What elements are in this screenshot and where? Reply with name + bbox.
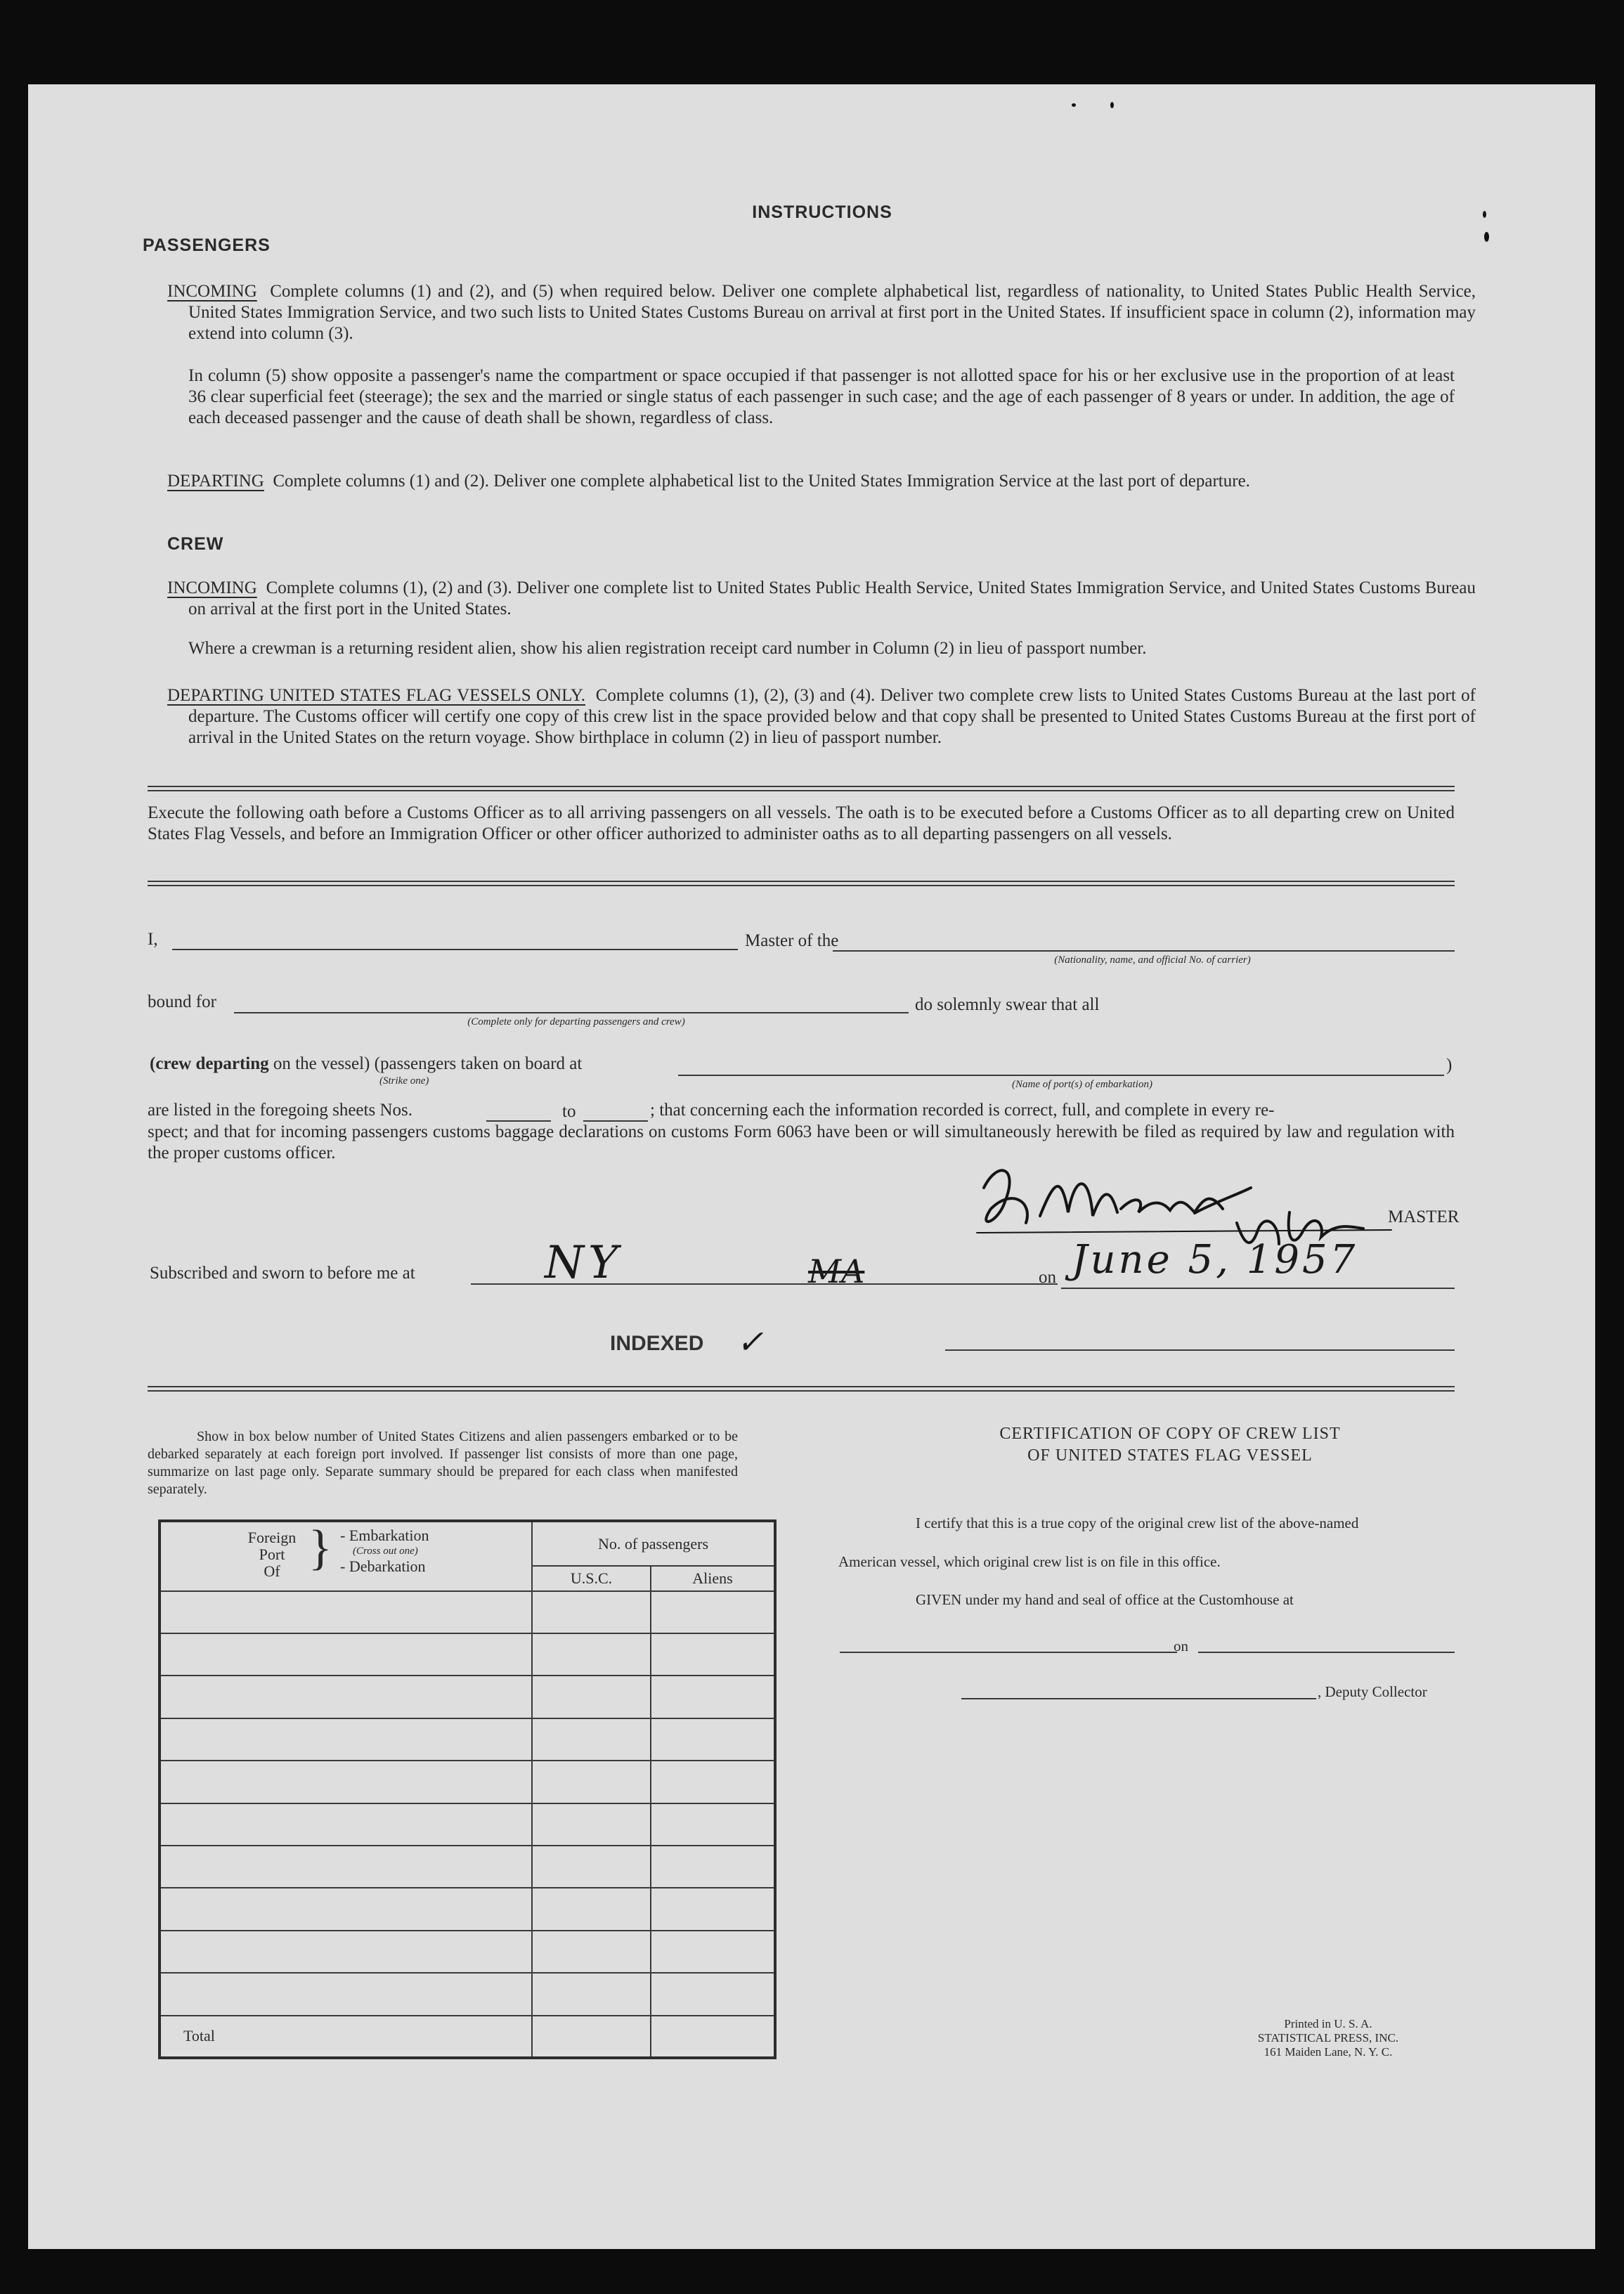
- certification-title-line1: CERTIFICATION OF COPY OF CREW LIST: [999, 1425, 1341, 1443]
- port-cell[interactable]: [160, 1846, 532, 1888]
- passengers-incoming-instruction: [167, 281, 1476, 344]
- crew-departing-label: DEPARTING UNITED STATES FLAG VESSELS ONLY.: [167, 686, 585, 705]
- port-cell[interactable]: [160, 1803, 532, 1846]
- aliens-cell[interactable]: [651, 1888, 775, 1930]
- aliens-cell[interactable]: [651, 1591, 775, 1633]
- certify-text-b: American vessel, which original crew list is on file in this office.: [838, 1553, 1221, 1570]
- swear-label: do solemnly swear that all: [915, 995, 1100, 1014]
- aliens-cell[interactable]: [651, 1633, 775, 1676]
- usc-cell[interactable]: [532, 1803, 651, 1846]
- usc-cell[interactable]: [532, 1931, 651, 1973]
- speck: [1072, 103, 1076, 107]
- usc-cell[interactable]: [532, 1676, 651, 1718]
- total-label: Total: [160, 2016, 532, 2058]
- foreign-port-header: [160, 1521, 532, 1591]
- form-page: [28, 84, 1595, 2249]
- table-row: [160, 1591, 775, 1633]
- crew-incoming-text: Complete columns (1), (2) and (3). Deliver one complete list to United States Public Health Service, United States Immigration Service, and United States Customs Bureau on arrival at the first port in the United States.: [188, 578, 1476, 618]
- aliens-cell[interactable]: [651, 1846, 775, 1888]
- crew-incoming-label: INCOMING: [167, 578, 257, 597]
- handwritten-place: NY: [545, 1237, 623, 1289]
- printer-line3: 161 Maiden Lane, N. Y. C.: [1264, 2045, 1393, 2059]
- brace-icon: }: [308, 1521, 332, 1576]
- table-row: [160, 1973, 775, 2015]
- aliens-header: Aliens: [651, 1566, 775, 1590]
- aliens-cell[interactable]: [651, 1931, 775, 1973]
- close-paren: ): [1446, 1056, 1453, 1075]
- divider: [148, 1386, 1455, 1392]
- officer-signature-line[interactable]: [945, 1349, 1455, 1351]
- table-row: [160, 1676, 775, 1718]
- master-of-the-label: Master of the: [745, 931, 839, 950]
- speck: [1484, 232, 1489, 242]
- port-cell[interactable]: [160, 1931, 532, 1973]
- table-row: [160, 1761, 775, 1803]
- usc-cell[interactable]: [532, 1888, 651, 1930]
- printer-line2: STATISTICAL PRESS, INC.: [1257, 2031, 1399, 2044]
- indexed-initials: ✓: [736, 1323, 764, 1361]
- on-the-vessel: on the vessel): [273, 1054, 370, 1073]
- port-cell[interactable]: [160, 1633, 532, 1676]
- port-cell[interactable]: [160, 1761, 532, 1803]
- master-name-line[interactable]: [172, 949, 738, 950]
- passengers-taken-option: (passengers taken on board at: [374, 1054, 583, 1073]
- usc-cell[interactable]: [532, 1591, 651, 1633]
- aliens-total-cell[interactable]: [651, 2016, 775, 2058]
- sheets-statement: ; that concerning each the information recorded is correct, full, and complete in every re-: [650, 1101, 1275, 1120]
- speck: [1110, 102, 1114, 108]
- crew-departing-instruction: [167, 685, 1476, 749]
- handwritten-struck-state: MA: [808, 1252, 865, 1290]
- crew-departing-text: Complete columns (1), (2), (3) and (4). Deliver two complete crew lists to United States Customs Bureau at the last port of departure. The Customs officer will certify one copy of this crew list in the space provided below and that copy shall be presented to United States Customs Bureau at the first port of arrival in the United States on the return voyage. Show birthplace in column (2) in lieu of passport number.: [188, 686, 1476, 747]
- table-row: [160, 1718, 775, 1761]
- sheets-to-label: to: [562, 1102, 576, 1121]
- crew-departing-option: (crew departing: [150, 1054, 269, 1073]
- crew-incoming-instruction: [167, 578, 1476, 620]
- table-row: [160, 1888, 775, 1930]
- deputy-collector-line[interactable]: [961, 1698, 1316, 1699]
- carrier-caption: (Nationality, name, and official No. of carrier): [1054, 954, 1251, 966]
- passengers-departing-text: Complete columns (1) and (2). Deliver one complete alphabetical list to the United States Immigration Service at the last port of departure.: [273, 472, 1250, 491]
- divider: [148, 881, 1455, 886]
- crew-passenger-clause: [150, 1054, 582, 1074]
- divider: [148, 786, 1455, 791]
- usc-header: U.S.C.: [532, 1566, 651, 1590]
- sworn-on-label: on: [1039, 1268, 1056, 1287]
- summary-instructions: Show in box below number of United States Citizens and alien passengers embarked or to be debarked separately at each foreign port involved. If passenger list consists of more than one page, summarize on last page only. Separate summary should be prepared for each class when manifested separately.: [148, 1429, 738, 1497]
- cert-on-label: on: [1174, 1638, 1188, 1654]
- table-row: [160, 1846, 775, 1888]
- usc-total-cell[interactable]: [532, 2016, 651, 2058]
- port-cell[interactable]: [160, 1888, 532, 1930]
- usc-cell[interactable]: [532, 1973, 651, 2015]
- master-label: MASTER: [1388, 1207, 1460, 1226]
- passengers-heading: PASSENGERS: [143, 235, 271, 255]
- strike-one-caption: (Strike one): [379, 1075, 429, 1087]
- carrier-line[interactable]: [833, 950, 1455, 952]
- usc-cell[interactable]: [532, 1761, 651, 1803]
- port-cell[interactable]: [160, 1591, 532, 1633]
- of-label: Of: [264, 1562, 280, 1581]
- passengers-column5-instruction: In column (5) show opposite a passenger's name the compartment or space occupied if that passenger is not allotted space for his or her exclusive use in the proportion of at least 36 clear superficial feet (steerage); the sex and the married or single status of each passenger in such case; and the age of each passenger of 8 years or under. In addition, the age of each deceased passenger and the cause of death shall be shown, regardless of class.: [188, 366, 1455, 427]
- port-label: Port: [259, 1545, 285, 1564]
- usc-cell[interactable]: [532, 1633, 651, 1676]
- bound-for-label: bound for: [148, 992, 216, 1011]
- subscribed-label: Subscribed and sworn to before me at: [150, 1264, 415, 1283]
- sheets-label: are listed in the foregoing sheets Nos.: [148, 1101, 413, 1120]
- indexed-stamp: INDEXED: [610, 1332, 704, 1355]
- customhouse-line[interactable]: [840, 1652, 1177, 1653]
- certification-title-line2: OF UNITED STATES FLAG VESSEL: [1027, 1446, 1313, 1465]
- aliens-cell[interactable]: [651, 1718, 775, 1761]
- passenger-summary-table: [158, 1519, 777, 2059]
- passengers-incoming-label: INCOMING: [167, 282, 257, 301]
- port-cell[interactable]: [160, 1718, 532, 1761]
- passengers-incoming-text: Complete columns (1) and (2), and (5) when required below. Deliver one complete alphabetical list, regardless of nationality, to United States Public Health Service, United States Immigration Service, and two such lists to United States Customs Bureau on arrival at first port in the United States. If insufficient space in column (2), information may extend into column (3).: [188, 282, 1476, 343]
- bound-for-caption: (Complete only for departing passengers and crew): [467, 1016, 685, 1028]
- table-row: [160, 1931, 775, 1973]
- embarkation-port-line[interactable]: [678, 1075, 1444, 1076]
- ports-caption: (Name of port(s) of embarkation): [1012, 1079, 1152, 1090]
- foreign-label: Foreign: [247, 1529, 297, 1547]
- port-cell[interactable]: [160, 1676, 532, 1718]
- printer-line1: Printed in U. S. A.: [1284, 2017, 1372, 2030]
- aliens-cell[interactable]: [651, 1761, 775, 1803]
- speck: [1483, 211, 1486, 218]
- crew-heading: CREW: [167, 534, 224, 554]
- cert-date-line[interactable]: [1198, 1652, 1455, 1653]
- embarkation-option[interactable]: - Embarkation: [340, 1527, 429, 1545]
- usc-cell[interactable]: [532, 1718, 651, 1761]
- aliens-cell[interactable]: [651, 1676, 775, 1718]
- no-of-passengers-header: No. of passengers: [532, 1521, 775, 1566]
- given-text: GIVEN under my hand and seal of office at the Customhouse at: [916, 1591, 1294, 1608]
- oath-intro: Execute the following oath before a Customs Officer as to all arriving passengers on all vessels. The oath is to be executed before a Customs Officer as to all departing crew on United States Flag Vessels, and before an Immigration Officer or other officer authorized to administer oaths as to all departing passengers on all vessels.: [148, 803, 1455, 843]
- aliens-cell[interactable]: [651, 1803, 775, 1846]
- deputy-collector-label: , Deputy Collector: [1318, 1683, 1427, 1700]
- port-cell[interactable]: [160, 1973, 532, 2015]
- debarkation-option[interactable]: - Debarkation: [340, 1557, 426, 1576]
- bound-for-line[interactable]: [234, 1012, 909, 1013]
- table-row: [160, 1633, 775, 1676]
- sworn-date-line[interactable]: [1061, 1288, 1455, 1289]
- oath-body: spect; and that for incoming passengers customs baggage declarations on customs Form 6063 have been or will simultaneously herewith be filed as required by law and regulation with the proper customs officer.: [148, 1122, 1455, 1162]
- cross-out-caption: (Cross out one): [353, 1545, 418, 1557]
- certify-line-a: I certify that this is a true copy of the original crew list of the above-named: [916, 1515, 1359, 1531]
- crew-alien-instruction: Where a crewman is a returning resident alien, show his alien registration receipt card number in Column (2) in lieu of passport number.: [188, 639, 1147, 658]
- aliens-cell[interactable]: [651, 1973, 775, 2015]
- certify-text-a: [889, 1515, 1595, 1532]
- instructions-title: INSTRUCTIONS: [752, 202, 892, 222]
- passengers-departing-label: DEPARTING: [167, 472, 264, 491]
- certification-title: [889, 1423, 1451, 1467]
- oath-i-label: I,: [148, 930, 158, 949]
- printer-imprint: [1209, 2017, 1448, 2059]
- usc-cell[interactable]: [532, 1846, 651, 1888]
- passengers-departing-instruction: [167, 471, 1476, 492]
- table-row: [160, 1803, 775, 1846]
- handwritten-date: June 5, 1957: [1072, 1237, 1358, 1283]
- total-row: [160, 2016, 775, 2058]
